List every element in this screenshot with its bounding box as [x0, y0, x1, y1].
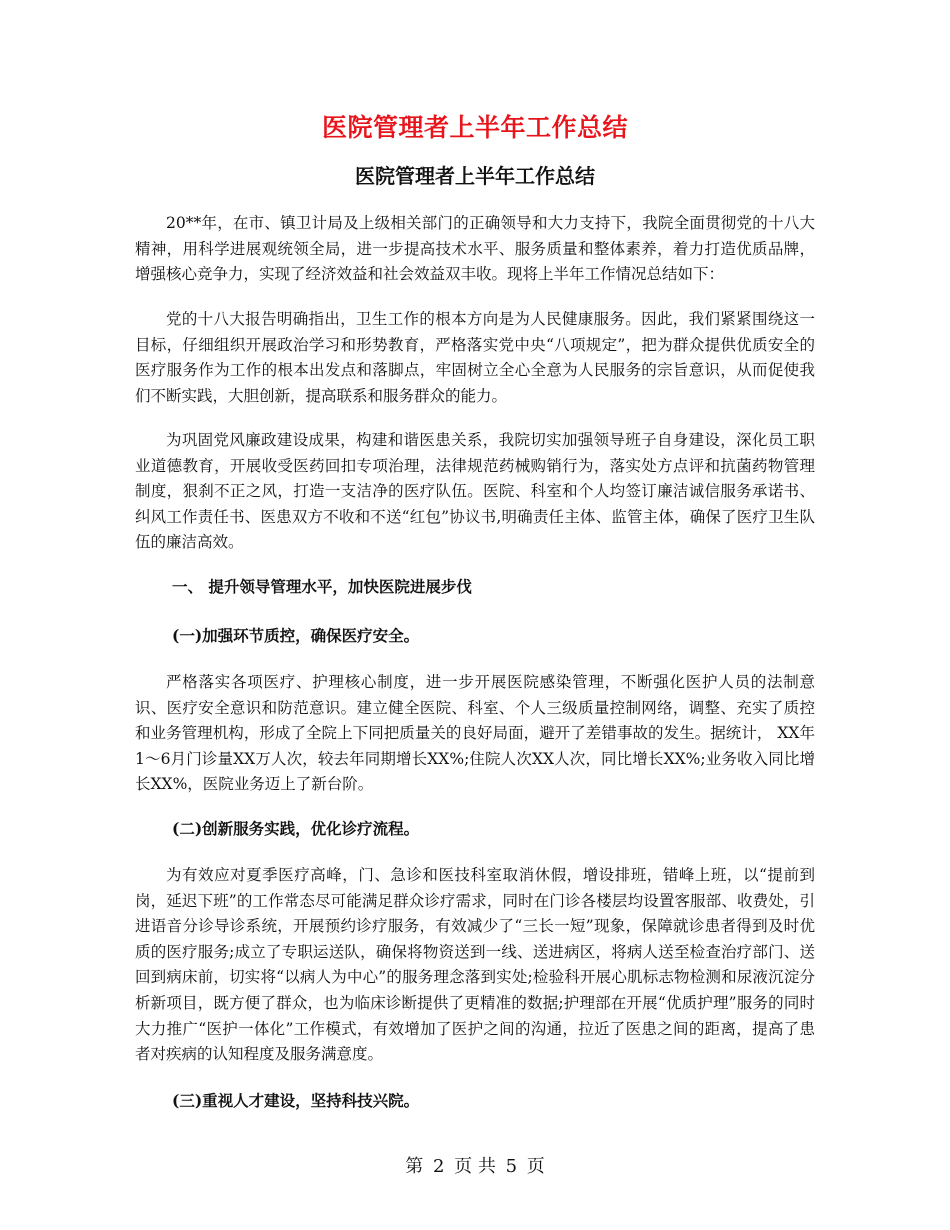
paragraph-service-innovation: 为有效应对夏季医疗高峰，门、急诊和医技科室取消休假，增设排班，错峰上班，以“提前到岗，延迟下班”的工作常态尽可能满足群众诊疗需求，同时在门诊各楼层均设置客服部、收费处，引进语音分诊导诊系统，开展预约诊疗服务，有效减少了“三长一短”现象，保障就诊患者得到及时优质的医疗服务;成立了专职运送队，确保将物资送到一线、送进病区，将病人送至检查治疗部门、送回到病床前，切实将“以病人为中心”的服务理念落到实处;检验科开展心肌标志物检测和尿液沉淀分析新项目，既方便了群众，也为临床诊断提供了更精准的数据;护理部在开展“优质护理”服务的同时大力推广“医护一体化”工作模式，有效增加了医护之间的沟通，拉近了医患之间的距离，提高了患者对疾病的认知程度及服务满意度。: [135, 866, 815, 1064]
footer-mid: 页 共: [454, 1156, 496, 1177]
paragraph-integrity: 为巩固党风廉政建设成果，构建和谐医患关系，我院切实加强领导班子自身建设，深化员工职业道德教育，开展收受医药回扣专项治理，法律规范药械购销行为，落实处方点评和抗菌药物管理制度，狠刹不正之风，打造一支洁净的医疗队伍。医院、科室和个人均签订廉洁诚信服务承诺书、纠风工作责任书、医患双方不收和不送“红包”协议书,明确责任主体、监管主体，确保了医疗卫生队伍的廉洁高效。: [135, 431, 815, 552]
footer-total-pages: 5: [505, 1156, 518, 1177]
subsection-heading-1: (一)加强环节质控，确保医疗安全。: [172, 626, 420, 645]
footer-current-page: 2: [432, 1156, 445, 1177]
subsection-heading-2: (二)创新服务实践，优化诊疗流程。: [172, 819, 420, 838]
footer-prefix: 第: [405, 1156, 424, 1177]
section-heading-1: 一、 提升领导管理水平，加快医院进展步伐: [172, 577, 472, 596]
intro-paragraph: 20**年，在市、镇卫计局及上级相关部门的正确领导和大力支持下，我院全面贯彻党的十八大精神，用科学进展观统领全局，进一步提高技术水平、服务质量和整体素养，着力打造优质品牌，增强核心竞争力，实现了经济效益和社会效益双丰收。现将上半年工作情况总结如下：: [135, 214, 815, 284]
document-title: 医院管理者上半年工作总结: [321, 113, 628, 142]
subsection-heading-3: (三)重视人才建设，坚持科技兴院。: [172, 1091, 420, 1110]
paragraph-party-guidance: 党的十八大报告明确指出，卫生工作的根本方向是为人民健康服务。因此，我们紧紧围绕这一目标，仔细组织开展政治学习和形势教育，严格落实党中央“八项规定”，把为群众提供优质安全的医疗服务作为工作的根本出发点和落脚点，牢固树立全心全意为人民服务的宗旨意识，从而促使我们不断实践，大胆创新，提高联系和服务群众的能力。: [135, 310, 815, 405]
page-footer: [0, 1152, 950, 1178]
paragraph-quality-control: 严格落实各项医疗、护理核心制度，进一步开展医院感染管理，不断强化医护人员的法制意识、医疗安全意识和防范意识。建立健全医院、科室、个人三级质量控制网络，调整、充实了质控和业务管理机构，形成了全院上下同把质量关的良好局面，避开了差错事故的发生。据统计， XX年1～6月门诊量XX万人次，较去年同期增长XX%;住院人次XX人次，同比增长XX%;业务收入同比增长XX%，医院业务迈上了新台阶。: [135, 673, 815, 794]
footer-suffix: 页: [526, 1156, 545, 1177]
document-subtitle: 医院管理者上半年工作总结: [355, 164, 595, 188]
